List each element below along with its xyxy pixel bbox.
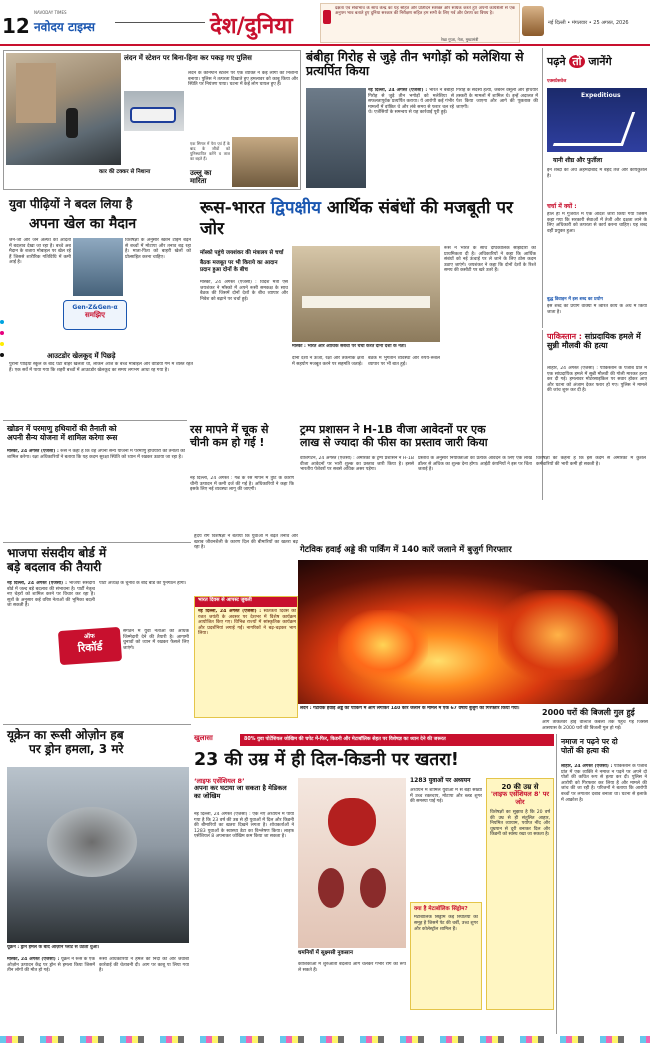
london-caption-1: कार की टक्कर से निशाना — [99, 169, 151, 175]
youth-badge-b: समझिए — [85, 311, 105, 319]
middle-column — [194, 534, 298, 720]
bjp-dateline: नई दिल्ली, 24 अगस्त (एजेंसी) : — [7, 581, 68, 586]
youth-badge — [63, 300, 127, 330]
ad-portrait — [522, 6, 544, 36]
padhe-title — [547, 56, 649, 69]
photo-flames-1 — [338, 610, 428, 680]
padhe-sub: बुद्ध डिवाइन में इस शब्द का प्रयोग — [547, 297, 603, 302]
russia-headline-hl: द्विपक्षीय — [270, 198, 321, 218]
ukraine-headline-b: पर ड्रोन हमला, 3 मरे — [29, 741, 124, 756]
bjp-headline-b: बड़े बदलाव की तैयारी — [7, 559, 102, 574]
bjp-text-3: संगठन में युवा नेताओं को अधिक जिम्मेदारी देने की तैयारी है। आगामी चुनावों को ध्यान में रखकर फैसले लिए जाएंगे। — [123, 629, 189, 651]
middle-text-1: हृदय रोग विशेषज्ञों ने बताया कि युवाओं में बढ़ते तनाव और खराब जीवनशैली के कारण दिल की बीमारियों का खतरा बढ़ रहा है। — [194, 534, 298, 551]
stairs-icon — [553, 112, 635, 146]
registration-dot — [0, 331, 4, 335]
london-photo-owl — [232, 137, 298, 187]
paper-name-small: NAVODAY TIMES — [34, 10, 67, 15]
russia-text-1: मॉस्को, 24 अगस्त (एजेंसी) : विदेश मंत्री एस जयशंकर ने मॉस्को में अपने रूसी समकक्ष के साथ बैठक की जिसमें दोनों देशों के बीच व्यापार और निवेश को बढ़ाने पर चर्चा हुई। — [200, 280, 288, 302]
khulasa-sub-b: अपना कर घटाया जा सकता है मेडिकल का जोखिम — [194, 784, 287, 800]
ad-text: दक्षता एवं सेवाभाव के साथ केन्द्र का यह सहित और प्रतिदिन सशक्त और सार्थक करते हुए अपनी कार्यशैली से एक अनुपम भाव बताते हुए दुनिया सरकार की निरीक्षण सहित हम सभी के लिए गर्व और प्रेरणा का विषय है। — [335, 6, 515, 17]
bombay-text-2: गिरोह के सदस्य हत्या, जबरन वसूली और हथियार तस्करी के मामलों में शामिल थे। इन्हें अदालत में पेश किया जाएगा और आगे की पूछताछ की जाएगी। — [456, 88, 538, 110]
russia-bullet-1: मॉस्को पहुंचे जयशंकर की मंत्रालय से चर्चा — [200, 250, 284, 256]
bombay-dateline: नई दिल्ली, 24 अगस्त (एजेंसी) : — [368, 88, 428, 93]
padhe-question: चर्चा में क्यों : — [547, 203, 577, 210]
power-headline: 2000 घरों की बिजली गुल हुई — [542, 708, 635, 717]
khulasa-sub — [194, 778, 294, 800]
bjp-headline — [7, 547, 191, 575]
pakistan-text: लाहौर, 24 अगस्त (एजेंसी) : पाकिस्तान के पंजाब प्रांत में एक सांप्रदायिक हमले में सुन्नी मौलवी की गोली मारकर हत्या कर दी गई। हमलावर मोटरसाइकिल पर सवार होकर आए और घटना को अंजाम देकर फरार हो गए। पुलिस ने मामले की जांच शुरू कर दी है। — [547, 366, 647, 394]
power-text: आग ताकतवर हाई वोल्टेज केबलों तक पहुंच गई जिससे आसपास के 2000 घरों की बिजली गुल हो गई। — [542, 720, 648, 731]
youth-story — [3, 196, 193, 416]
london-caption-3: एक सिगार में पेरा एवं हैं के बाद के जीवों को पुनिस्थापित करेंगे व ताज का बहते हैं। — [190, 141, 230, 161]
padhe-image — [547, 88, 647, 152]
bombay-story — [306, 50, 538, 190]
trump-story — [298, 420, 648, 544]
padhe-title-b: जानेंगे — [588, 55, 612, 68]
russia-text-3: बैठक में भुगतान व्यवस्था और रुपये-रूबल व्यापार पर भी बात हुई। — [368, 356, 440, 367]
registration-dot — [0, 342, 4, 346]
padhe-caption: यानी शीघ्र और फुर्तीला — [553, 157, 603, 164]
photo-figure — [66, 108, 78, 138]
padhe-body: हाल ही में गुजरात में एक आदेश जारी किया गया जिसमें कहा गया कि सरकारी सेवाओं में तेजी और दक्षता लाने के लिए अधिकारी को तत्परता से कार्य करना चाहिए। यह शब्द वहीं प्रयुक्त हुआ। — [547, 212, 647, 234]
divider-line — [115, 22, 205, 23]
bombay-text: नई दिल्ली, 24 अगस्त (एजेंसी) : भारत ने बंबीहा गिरोह से जुड़े तीन भगोड़ों को मलेशिया से सफलतापूर्वक प्रत्यर्पित कराया। ये आरोपी कई गंभीर मामलों में वांछित थे और लंबे समय से फरार चल रहे थे। एजेंसियों के समन्वय से यह कार्रवाई पूरी हुई। — [368, 88, 454, 116]
nuclear-dateline: मॉस्को, 24 अगस्त (एजेंसी) : — [7, 449, 59, 454]
city-date: नई दिल्ली • मंगलवार • 25 अगस्त, 2026 — [548, 20, 629, 26]
ukraine-text-2: रूसी अधिकारियों ने हमले की निंदा की और जवाबी कार्रवाई की चेतावनी दी। आग पर काबू पा लिया गया है। — [99, 957, 189, 974]
bombay-photo — [306, 88, 366, 188]
trump-text-3: विशेषज्ञों का कहना है कि इस कदम से अमेरिका में कुशल कर्मचारियों की भारी कमी हो सकती है। — [536, 456, 646, 467]
photo-car — [130, 107, 176, 123]
masthead — [0, 0, 650, 46]
ukraine-headline — [7, 729, 189, 757]
left-registration-dots — [0, 320, 4, 357]
khulasa-q-text: मेटाबॉलिक सिंड्रोम कई स्थितियों का समूह है जिसमें पेट की चर्बी, उच्च शुगर और कोलेस्ट्रॉल शामिल हैं। — [414, 915, 478, 932]
london-text: लंदन के केनिंग्टन स्टेशन पर एक व्यक्ति ने कई लोगों को निशाना बनाया। पुलिस ने तत्परता दिखाते हुए हमलावर को काबू किया और स्थिति पर नियंत्रण पाया। घटना में कई लोग घायल हुए हैं। — [188, 71, 298, 88]
london-photo-street — [6, 53, 121, 165]
ukraine-story — [3, 724, 191, 1034]
pakistan-headline — [547, 332, 649, 350]
heart-box-date: नई दिल्ली, 24 अगस्त (एजेंसी) : — [198, 609, 262, 614]
namaz-story — [556, 734, 648, 1034]
trump-text-1: वॉशिंगटन, 24 अगस्त (एजेंसी) : अमेरिका के ट्रम्प प्रशासन ने H-1B वीजा आवेदनों पर भारी शुल्क का प्रस्ताव जारी किया है। इससे भारतीय पेशेवरों पर सबसे अधिक असर पड़ेगा। — [300, 456, 414, 473]
bjp-text-2: पार्टी अध्यक्ष के चुनाव के बाद बोर्ड का पुनर्गठन होगा। — [99, 581, 187, 586]
russia-bullets — [200, 250, 286, 273]
london-story — [3, 50, 301, 190]
khulasa-sub-a: ‘लाइफ एसेंशियल 8’ — [194, 777, 245, 785]
trump-headline — [300, 424, 646, 449]
london-caption-2: उल्लू का मारिता — [190, 169, 212, 186]
trump-text-2: प्रस्ताव के अनुसार नियोक्ताओं को प्रत्येक आवेदन के लिए एक लाख डॉलर से अधिक का शुल्क देना होगा। आईटी कंपनियों ने इस पर चिंता जताई है। — [418, 456, 532, 473]
khulasa-story — [194, 734, 554, 1034]
russia-headline-a: रूस-भारत — [200, 198, 265, 218]
registration-dot — [0, 320, 4, 324]
page-number: 12 — [2, 14, 30, 38]
ukraine-photo — [7, 767, 189, 943]
bjp-badge — [58, 627, 122, 665]
youth-text-3: पुरानी पीढ़ियां स्कूल के बाद घंटों बाहर खेलती थीं, लेकिन आज के बच्चे मोबाइल और वीडियो गेम में व्यस्त रहते हैं। एक सर्वे में पाया गया कि शहरी बच्चों में आउटडोर खेलकूद का समय लगभग आधा रह गया है। — [9, 362, 193, 373]
nuclear-text: मॉस्को, 24 अगस्त (एजेंसी) : रूस ने कहा है कि वह अपनी सैन्य योजना में परमाणु हथियारों की तैनाती को शामिल करेगा। रक्षा अधिकारियों ने बताया कि यह कदम सुरक्षा स्थिति को ध्यान में रखकर उठाया जा रहा है। — [7, 449, 185, 460]
namaz-headline-a: नमाज न पढ़ने पर दो — [561, 737, 618, 746]
russia-bullet-2: बैठक मजबूत पर भी किराये का आदान प्रदान हुआ दोनों के बीच — [200, 260, 278, 273]
russia-caption: मॉस्को : भारत और आर्थिक संबंधों पर चर्चा करते दोनों देशों के नेता। — [292, 344, 407, 349]
bjp-text-1: नई दिल्ली, 24 अगस्त (एजेंसी) : भाजपा संसदीय बोर्ड में जल्द बड़े बदलाव की संभावना है। पार्टी नेतृत्व नए चेहरों को शामिल करने पर विचार कर रहा है। सूत्रों के अनुसार कई वरिष्ठ नेताओं की भूमिका बदली जा सकती है। — [7, 581, 95, 609]
photo-table — [302, 296, 430, 308]
pakistan-kicker: पाकिस्तान : — [547, 332, 582, 341]
youth-text-1: जेन-जी और जेन अल्फा की आदतों में बदलाव देखा जा रहा है। बच्चे अब मैदान के बजाय मोबाइल पर खेल रहे हैं जिससे शारीरिक गतिविधि में कमी आई है। — [9, 238, 71, 266]
russia-story — [196, 196, 538, 416]
london-headline: लंदन में स्टेशन पर बिना-हिना कर पकड़ गए पुलिस — [124, 54, 252, 62]
bjp-headline-a: भाजपा संसदीय बोर्ड में — [7, 546, 107, 560]
khulasa-text-3: अध्ययन में शामिल युवाओं में से बड़ी संख्या में उच्च रक्तचाप, मोटापा और ब्लड शुगर की समस्या पाई गई। — [410, 788, 482, 805]
russia-headline-b: आर्थिक संबंधों की मजबूती पर जोर — [200, 198, 513, 239]
photo-building — [16, 63, 56, 123]
youth-photo — [73, 238, 123, 296]
khulasa-figure — [298, 778, 406, 948]
khulasa-side-box — [486, 778, 554, 1010]
namaz-headline — [561, 738, 649, 755]
nuclear-headline-a: खोडन में परमाणु हथियारों की तैनाती को — [7, 424, 117, 433]
russia-text-4: रूस ने भारत के साथ दीर्घकालिक साझेदारी को प्राथमिकता दी है। अधिकारियों ने कहा कि आर्थिक संबंधों को नई ऊंचाई पर ले जाने के लिए ठोस कदम उठाए जाएंगे। जयशंकर ने कहा कि दोनों देशों के रिश्ते समय की कसौटी पर खरे उतरे हैं। — [444, 246, 536, 274]
heart-box-title: भारत दिवस से आपस्ट जुबली — [195, 597, 297, 607]
section-title: देश/दुनिया — [210, 13, 293, 39]
padhe-title-a: पढ़ने — [547, 55, 566, 68]
bombay-headline: बंबीहा गिरोह से जुड़े तीन भगोड़ों को मलेशिया से प्रत्यर्पित किया — [306, 49, 524, 79]
registration-dot — [0, 353, 4, 357]
gate-headline: गेटविक हवाई अड्डे की पार्किंग में 140 कारें जलाने में बुजुर्ग गिरफ्तार — [300, 545, 512, 555]
ras-headline-a: रस मापने में चूक से — [190, 423, 269, 436]
ras-headline-b: चीनी कम हो गई ! — [190, 435, 265, 449]
khulasa-q: क्या है मेटाबॉलिक सिंड्रोम? — [414, 906, 468, 912]
ukraine-dateline: मॉस्को, 24 अगस्त (एजेंसी) : — [7, 957, 60, 962]
ukraine-headline-a: यूक्रेन का रूसी ओज़ोन हब — [7, 728, 124, 742]
youth-headline-a: युवा पीढ़ियों ने बदल लिया है — [9, 197, 133, 211]
photo-flames-2 — [498, 590, 618, 680]
bjp-story — [3, 542, 191, 720]
youth-sub: आउटडोर खेलकूद में पिछड़े — [47, 352, 116, 360]
padhe-tag: एक्सप्रेसवेज — [547, 79, 567, 84]
youth-headline-b: अपना खेल का मैदान — [29, 216, 137, 232]
khulasa-strip: 80% युवा पोटेंशियल जोखिम की चपेट में-फिर, किडनी और मेटाबॉलिक सेहत पर विशेषज्ञ का ध्यान देने की जरूरत — [240, 734, 554, 746]
padhe-image-label: Expeditious — [581, 92, 621, 99]
ukraine-text-1: मॉस्को, 24 अगस्त (एजेंसी) : यूक्रेन ने रूस के एक ओज़ोन उत्पादन केंद्र पर ड्रोन से हमला किया जिसमें तीन लोगों की मौत हो गई। — [7, 957, 95, 974]
london-photo-police-car — [124, 91, 184, 131]
ras-story — [190, 420, 294, 530]
paper-name: नवोदय टाइम्स — [34, 20, 96, 34]
heart-box-text: नई दिल्ली, 24 अगस्त (एजेंसी) : स्वतंत्रता दिवस की रजत जयंती के अवसर पर देशभर में विशेष कार्यक्रम आयोजित किए गए। विभिन्न राज्यों में सांस्कृतिक कार्यक्रम और प्रदर्शनियां लगाई गईं। नागरिकों ने बढ़-चढ़कर भाग लिया। — [198, 609, 296, 637]
khulasa-stat: 1283 युवाओं पर अध्ययन — [410, 777, 471, 784]
namaz-headline-b: पोतों की हत्या की — [561, 745, 610, 755]
ad-signature: रेखा गुप्ता, नेता, मुख्यमंत्री — [441, 37, 479, 42]
kidney-organ-icon-2 — [360, 868, 386, 908]
khulasa-fig-caption: धमनियों में सूक्ष्मसी नुकसान — [298, 950, 353, 956]
photo-smoke — [47, 807, 137, 877]
ukraine-caption: यूक्रेन : ड्रोन हमले के बाद ओज़ोन प्लांट से उठता धुआं। — [7, 945, 100, 950]
heart-box — [194, 596, 298, 718]
russia-photo — [292, 246, 440, 342]
russia-headline — [200, 198, 536, 240]
trump-headline-a: ट्रम्प प्रशासन ने H-1B वीजा आवेदनों पर एक — [300, 423, 486, 436]
nuclear-story — [3, 420, 187, 538]
khulasa-headline: 23 की उम्र में ही दिल-किडनी पर खतरा! — [194, 750, 459, 770]
gate-caption: लंदन : गेटविक हवाई अड्डे की पार्किंग में आग लगाकर 140 कारें जलाने के मामले में एक 67 वर्षीय बुजुर्ग को गिरफ्तार किया गया। — [300, 706, 520, 711]
padhe-sub-body: इस शब्द का प्रयोग वाक्यों में त्वरित कार्य के अर्थ में किया जाता है। — [547, 304, 647, 315]
heart-organ-icon — [328, 798, 376, 846]
gate-story — [298, 546, 648, 732]
khulasa-q-box — [410, 902, 482, 1010]
masthead-ad — [320, 3, 520, 43]
khulasa-box-text: विशेषज्ञों का सुझाव है कि 20 वर्ष की उम्र से ही संतुलित आहार, नियमित व्यायाम, पर्याप्त नींद और धूम्रपान से दूरी बनाकर दिल और किडनी को स्वस्थ रखा जा सकता है। — [490, 809, 550, 838]
russia-text-2: दोनों देशों ने ऊर्जा, रक्षा और तकनीक क्षेत्रों में सहयोग मजबूत करने पर सहमति जताई। — [292, 356, 364, 367]
namaz-dateline: लाहौर, 24 अगस्त (एजेंसी) : — [561, 764, 613, 769]
bjp-badge-b: रिकॉर्ड — [77, 640, 103, 655]
padhe-intro: इन शब्दों का अर्थ अहमदाबाद में बेहद तेज और कार्यकुशल है। — [547, 168, 647, 179]
pakistan-headline-a: सांप्रदायिक हमले — [584, 332, 634, 341]
bottom-registration-bar — [0, 1036, 650, 1043]
khulasa-box-a: 20 की उम्र से — [501, 783, 539, 791]
nuclear-headline-b: अपनी सैन्य योजना में शामिल करेगा रूस — [7, 432, 118, 442]
khulasa-tag: खुलासा — [194, 734, 213, 742]
youth-text-2: विशेषज्ञों के अनुसार स्क्रीन टाइम बढ़ने से बच्चों में मोटापा और तनाव बढ़ रहा है। माता-पिता को बाहरी खेलों को प्रोत्साहित करना चाहिए। — [125, 238, 191, 260]
pakistan-headline-b: में सुन्नी मौलवी की हत्या — [547, 332, 641, 351]
namaz-text: लाहौर, 24 अगस्त (एजेंसी) : पाकिस्तान के पंजाब प्रांत में एक व्यक्ति ने नमाज न पढ़ने पर अपने दो पोतों की कथित रूप से हत्या कर दी। पुलिस ने आरोपी को गिरफ्तार कर लिया है और मामले की जांच की जा रही है। परिजनों ने बताया कि आरोपी बच्चों पर लगातार दबाव बनाता था। घटना से इलाके में आक्रोश है। — [561, 764, 647, 803]
ad-emblem-icon — [323, 10, 331, 24]
kidney-organ-icon — [318, 868, 344, 908]
gate-photo — [298, 560, 648, 704]
bjp-badge-a: ऑफ — [83, 632, 95, 641]
khulasa-text-2: कोशिकाओं में शुरुआती बदलाव आगे चलकर गंभीर रोग का रूप ले सकते हैं। — [298, 962, 406, 973]
ras-headline — [190, 424, 294, 449]
padhe-panel — [542, 48, 648, 328]
khulasa-box-b: 'लाइफ एसेंशियल 8' पर जोर — [490, 790, 550, 806]
nuclear-headline — [7, 425, 185, 442]
ras-text: नई दिल्ली, 24 अगस्त : गन्ने के रस मापने में त्रुटि के कारण चीनी उत्पादन में कमी दर्ज की गई है। अधिकारियों ने कहा कि इसके लिए नई व्यवस्था लागू की जाएगी। — [190, 476, 294, 493]
trump-headline-b: लाख से ज्यादा की फीस का प्रस्ताव जारी किया — [300, 435, 488, 449]
khulasa-text-1: नई दिल्ली, 24 अगस्त (एजेंसी) : एक नए अध्ययन में पाया गया है कि 23 वर्ष की उम्र से ही युवाओं में दिल और किडनी की बीमारियों का खतरा दिखने लगता है। शोधकर्ताओं ने 1283 युवाओं के स्वास्थ्य डेटा का विश्लेषण किया। लाइफ एसेंशियल 8 अपनाकर जोखिम कम किया जा सकता है। — [194, 812, 294, 840]
youth-badge-a: Gen-Z&Gen-α — [72, 304, 118, 311]
padhe-title-to: तो — [569, 55, 584, 68]
